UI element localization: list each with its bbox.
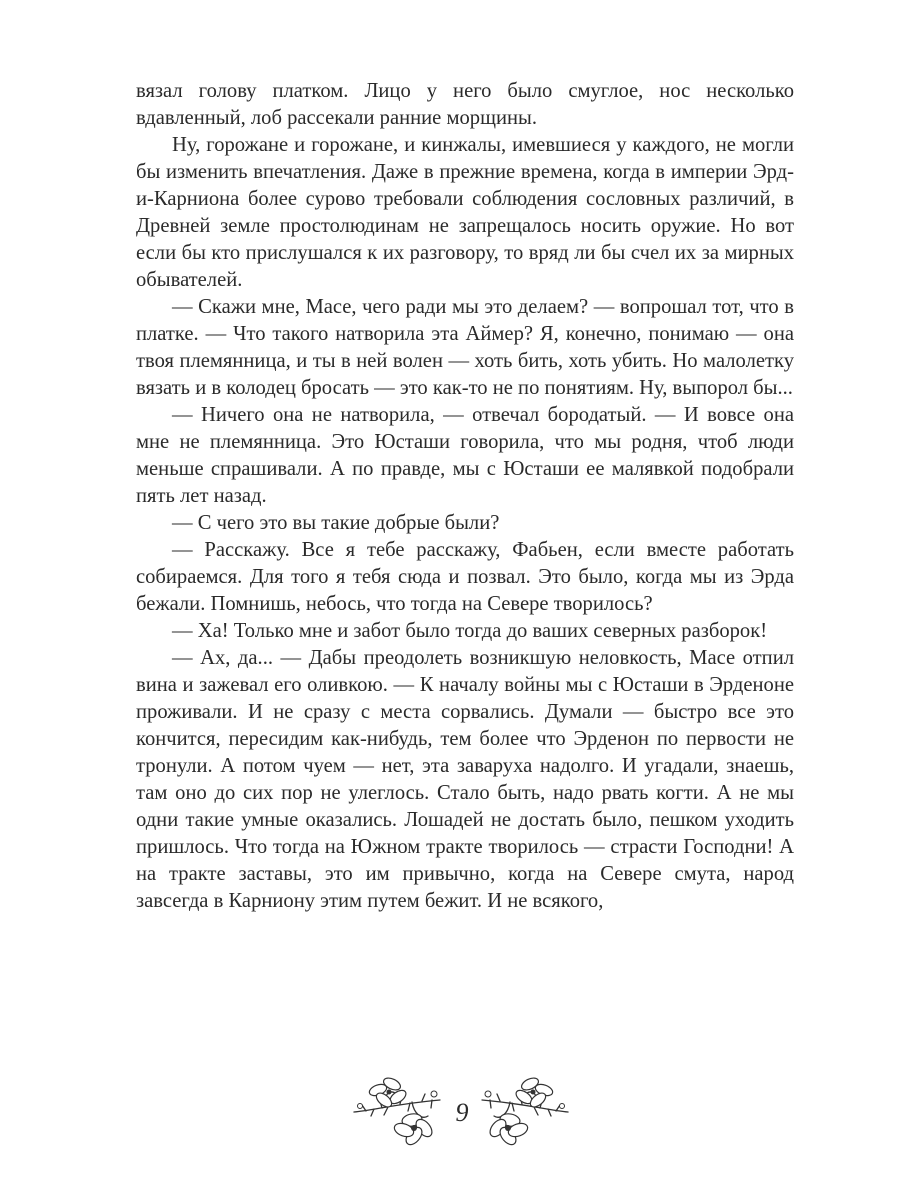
paragraph: Ну, горожане и горожане, и кинжалы, имевшиеся у каждого, не могли бы изменить впечатления. Даже в прежние времена, когда в империи Эрд-и-Карниона более сурово требовали соблюдения сословных различий, в Древней земле простолюдинам не запрещалось носить оружие. Но вот если бы кто прислушался к их разговору, то вряд ли бы счел их за мирных обывателей. [136,134,794,291]
paragraph: — Расскажу. Все я тебе расскажу, Фабьен, если вместе работать собираемся. Для того я тебя сюда и позвал. Это было, когда мы из Эрда бежали. Помнишь, небось, что тогда на Севере творилось? [136,539,794,615]
paragraph: — Скажи мне, Масе, чего ради мы это делаем? — вопрошал тот, что в платке. — Что такого натворила эта Аймер? Я, конечно, понимаю — она твоя племянница, и ты в ней волен — хоть бить, хоть убить. Но малолетку вязать и в колодец бросать — это как-то не по понятиям. Ну, выпорол бы... [136,296,794,399]
page-number: 9 [455,1098,469,1127]
paragraph: — Ничего она не натворила, — отвечал бородатый. — И вовсе она мне не племянница. Это Юсташи говорила, что мы родня, чтоб люди меньше спрашивали. А по правде, мы с Юсташи ее малявкой подобрали пять лет назад. [136,404,794,507]
paragraph: — Ах, да... — Дабы преодолеть возникшую неловкость, Масе отпил вина и зажевал его оливкою. — К началу войны мы с Юсташи в Эрденоне проживали. И не сразу с места сорвались. Думали — быстро все это кончится, пересидим как-нибудь, тем более что Эрденон по первости не тронули. А потом чуем — нет, эта заваруха надолго. И угадали, знаешь, там оно до сих пор не улеглось. Стало быть, надо рвать когти. А не мы одни такие умные оказались. Лошадей не достать было, пешком уходить пришлось. Что тогда на Южном тракте творилось — страсти Господни! А на тракте заставы, это им привычно, когда на Севере смута, народ завсегда в Карниону этим путем бежит. И не всякого, [136,647,794,912]
paragraph: вязал голову платком. Лицо у него было смуглое, нос несколько вдавленный, лоб рассекали ранние морщины. [136,80,794,129]
paragraph: — С чего это вы такие добрые были? [172,512,500,534]
blossom-branch-icon [480,1070,570,1150]
body-text [136,78,794,915]
paragraph: — Ха! Только мне и забот было тогда до ваших северных разборок! [172,620,768,642]
page-footer [0,1070,900,1160]
blossom-branch-icon [352,1070,442,1150]
